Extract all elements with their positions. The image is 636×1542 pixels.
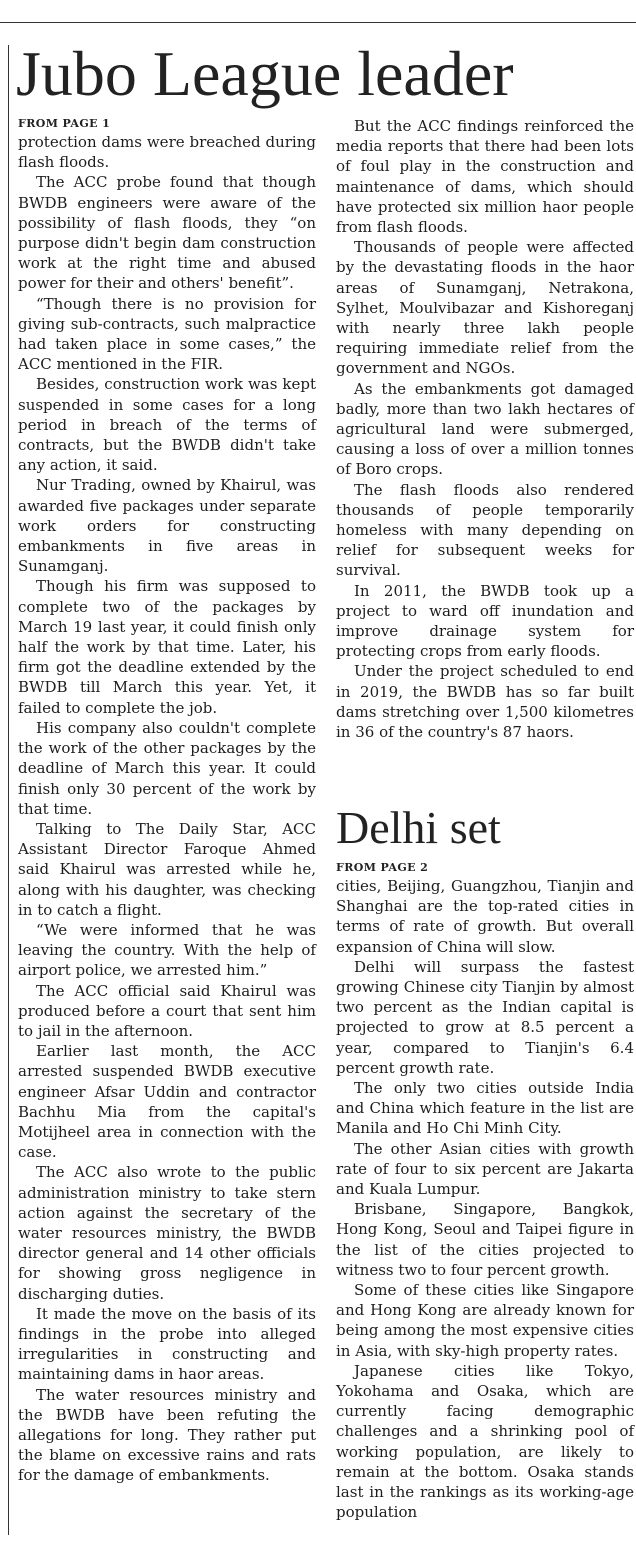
paragraph: As the embankments got damaged badly, more than two lakh hectares of agricultural land were submerged, causing a loss of over a million tonnes of Boro crops. <box>336 379 634 479</box>
paragraph: cities, Beijing, Guangzhou, Tianjin and Shanghai are the top-rated cities in terms of rate of growth. But overall expansion of China will slow. <box>336 877 634 956</box>
story-column-1 <box>18 116 316 1486</box>
paragraph: It made the move on the basis of its findings in the probe into alleged irregularities in constructing and maintaining dams in haor areas. <box>18 1304 316 1384</box>
top-rule <box>0 22 636 23</box>
paragraph: His company also couldn't complete the work of the other packages by the deadline of March this year. It could finish only 30 percent of the work by that time. <box>18 718 316 818</box>
paragraph: In 2011, the BWDB took up a project to ward off inundation and improve drainage system for protecting crops from early floods. <box>336 581 634 661</box>
paragraph: “Though there is no provision for giving sub-contracts, such malpractice had taken place in some cases,” the ACC mentioned in the FIR. <box>18 294 316 374</box>
paragraph: The only two cities outside India and China which feature in the list are Manila and Ho Chi Minh City. <box>336 1079 634 1138</box>
paragraph: protection dams were breached during flash floods. <box>18 133 316 172</box>
paragraph: Thousands of people were affected by the devastating floods in the haor areas of Sunamganj, Netrakona, Sylhet, Moulvibazar and Kishoreganj with nearly three lakh people requiring immediate relief from the government and NGOs. <box>336 238 634 378</box>
paragraph: The water resources ministry and the BWDB have been refuting the allegations for long. They rather put the blame on excessive rains and rats for the damage of embankments. <box>18 1385 316 1485</box>
paragraph: Japanese cities like Tokyo, Yokohama and Osaka, which are currently facing demographic challenges and a shrinking pool of working population, are likely to remain at the bottom. Osaka stands last in the rankings as its working-age population <box>336 1361 634 1522</box>
paragraph: Brisbane, Singapore, Bangkok, Hong Kong, Seoul and Taipei figure in the list of the cities projected to witness two to four percent growth. <box>336 1200 634 1279</box>
second-story-headline: Delhi set <box>336 802 501 853</box>
paragraph: But the ACC findings reinforced the media reports that there had been lots of foul play in the construction and maintenance of dams, which should have protected six million haor people from flash floods. <box>336 117 634 237</box>
paragraph: “We were informed that he was leaving the country. With the help of airport police, we arrested him.” <box>18 920 316 980</box>
paragraph: The ACC probe found that though BWDB engineers were aware of the possibility of flash floods, they “on purpose didn't begin dam construction work at the right time and abused power for their and others' benefit”. <box>18 173 316 293</box>
second-story-column <box>336 860 634 1523</box>
paragraph: Besides, construction work was kept suspended in some cases for a long period in breach of the terms of contracts, but the BWDB didn't take any action, it said. <box>18 375 316 475</box>
paragraph: Delhi will surpass the fastest growing Chinese city Tianjin by almost two percent as the Indian capital is projected to grow at 8.5 percent a year, compared to Tianjin's 6.4 percent growth rate. <box>336 957 634 1077</box>
story-headline: Jubo League leader <box>16 38 514 109</box>
paragraph: Earlier last month, the ACC arrested suspended BWDB executive engineer Afsar Uddin and contractor Bachhu Mia from the capital's Motijheel area in connection with the case. <box>18 1042 316 1162</box>
jump-kicker: FROM PAGE 1 <box>18 117 111 130</box>
paragraph: Under the project scheduled to end in 2019, the BWDB has so far built dams stretching over 1,500 kilometres in 36 of the country's 87 haors. <box>336 662 634 742</box>
paragraph: Talking to The Daily Star, ACC Assistant Director Faroque Ahmed said Khairul was arrested while he, along with his daughter, was checking in to catch a flight. <box>18 819 316 919</box>
paragraph: The other Asian cities with growth rate of four to six percent are Jakarta and Kuala Lumpur. <box>336 1139 634 1199</box>
paragraph: The flash floods also rendered thousands of people temporarily homeless with many depending on relief for subsequent weeks for survival. <box>336 480 634 580</box>
story-column-2 <box>336 116 634 742</box>
jump-kicker: FROM PAGE 2 <box>336 861 429 874</box>
paragraph: Nur Trading, owned by Khairul, was awarded five packages under separate work orders for constructing embankments in five areas in Sunamganj. <box>18 476 316 576</box>
paragraph: The ACC also wrote to the public administration ministry to take stern action against the secretary of the water resources ministry, the BWDB director general and 14 other officials for showing gross negligence in discharging duties. <box>18 1163 316 1303</box>
paragraph: The ACC official said Khairul was produced before a court that sent him to jail in the afternoon. <box>18 981 316 1040</box>
left-column-rule <box>8 45 9 1535</box>
paragraph: Some of these cities like Singapore and Hong Kong are already known for being among the most expensive cities in Asia, with sky-high property rates. <box>336 1281 634 1360</box>
paragraph: Though his firm was supposed to complete two of the packages by March 19 last year, it could finish only half the work by that time. Later, his firm got the deadline extended by the BWDB till March this year. Yet, it failed to complete the job. <box>18 577 316 717</box>
